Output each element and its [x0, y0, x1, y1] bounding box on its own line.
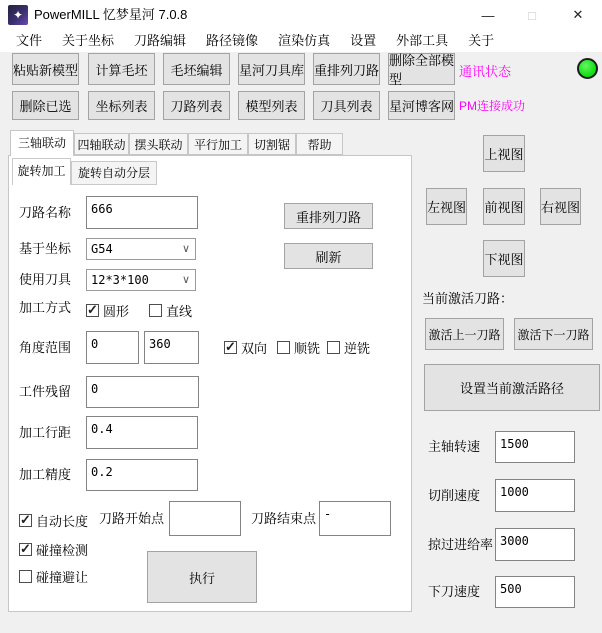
activate-prev-toolpath-button[interactable]: 激活上一刀路 — [425, 318, 504, 350]
checkbox-icon — [19, 514, 32, 527]
tab-rotary-auto-layer[interactable]: 旋转自动分层 — [71, 161, 157, 185]
coord-list-button[interactable]: 坐标列表 — [88, 91, 155, 120]
conventional-mill-checkbox[interactable] — [327, 338, 370, 357]
mode-linear-checkbox[interactable] — [149, 301, 192, 320]
three-axis-panel — [8, 155, 412, 612]
view-top-button[interactable]: 上视图 — [483, 135, 525, 172]
climb-mill-label: 顺铣 — [294, 341, 321, 356]
toolpath-name-input[interactable]: 666 — [86, 196, 198, 229]
bidirectional-label: 双向 — [241, 341, 268, 356]
collision-avoid-checkbox[interactable] — [19, 567, 88, 586]
comm-status-label: 通讯状态 — [459, 64, 512, 79]
cutting-speed-input[interactable]: 1000 — [495, 479, 575, 512]
spindle-speed-label: 主轴转速 — [428, 439, 481, 454]
tool-label: 使用刀具 — [19, 272, 72, 287]
checkbox-icon — [149, 304, 162, 317]
activate-next-toolpath-button[interactable]: 激活下一刀路 — [514, 318, 593, 350]
stock-allowance-input[interactable]: 0 — [86, 376, 199, 408]
close-button[interactable] — [556, 0, 600, 30]
plunge-speed-label: 下刀速度 — [428, 584, 481, 599]
model-list-button[interactable]: 模型列表 — [238, 91, 305, 120]
skim-feed-input[interactable]: 3000 — [495, 528, 575, 561]
tab-rotary-machining[interactable]: 旋转加工 — [12, 158, 71, 185]
view-front-button[interactable]: 前视图 — [483, 188, 525, 225]
window-title: PowerMILL 忆梦星河 7.0.8 — [34, 7, 188, 22]
delete-selected-button[interactable]: 删除已选 — [12, 91, 79, 120]
view-bottom-button[interactable]: 下视图 — [483, 240, 525, 277]
collision-avoid-label: 碰撞避让 — [36, 570, 89, 585]
angle-end-input[interactable]: 360 — [144, 331, 199, 364]
tab-3axis[interactable]: 三轴联动 — [10, 130, 74, 156]
base-coord-label: 基于坐标 — [19, 241, 72, 256]
minimize-button[interactable] — [466, 0, 510, 30]
execute-button[interactable]: 执行 — [147, 551, 257, 603]
pm-connection-status-label: PM连接成功 — [459, 99, 526, 113]
spindle-speed-input[interactable]: 1500 — [495, 431, 575, 463]
tool-select[interactable] — [86, 269, 196, 291]
stepover-label: 加工行距 — [19, 425, 72, 440]
tab-4axis[interactable]: 四轴联动 — [74, 133, 129, 155]
toolpath-list-button[interactable]: 刀路列表 — [163, 91, 230, 120]
base-coord-select[interactable] — [86, 238, 196, 260]
collision-detect-checkbox[interactable] — [19, 540, 88, 559]
conventional-mill-label: 逆铣 — [344, 341, 371, 356]
menu-item-coords[interactable]: 关于坐标 — [62, 33, 115, 48]
calc-stock-button[interactable]: 计算毛坯 — [88, 53, 155, 85]
set-active-path-button[interactable]: 设置当前激活路径 — [424, 364, 600, 411]
stock-allowance-label: 工件残留 — [19, 384, 72, 399]
auto-length-label: 自动长度 — [36, 514, 89, 529]
rearrange-toolpath-button[interactable]: 重排列刀路 — [284, 203, 373, 229]
checkbox-icon — [86, 304, 99, 317]
minimize-icon: — — [481, 7, 495, 23]
tool-value: 12*3*100 — [91, 273, 149, 287]
tolerance-label: 加工精度 — [19, 467, 72, 482]
comm-status-indicator — [577, 58, 598, 79]
toolpath-name-label: 刀路名称 — [19, 205, 72, 220]
app-icon: ✦ — [8, 5, 28, 25]
menu-item-path-mirror[interactable]: 路径镜像 — [206, 33, 259, 48]
tab-tilt-head[interactable]: 摆头联动 — [129, 133, 188, 155]
tolerance-input[interactable]: 0.2 — [86, 459, 198, 491]
checkbox-icon — [327, 341, 340, 354]
checkbox-icon — [277, 341, 290, 354]
tab-saw[interactable]: 切割锯 — [248, 133, 296, 155]
paste-new-model-button[interactable]: 粘贴新模型 — [12, 53, 79, 85]
checkbox-icon — [19, 543, 32, 556]
rearrange-toolpaths-button[interactable]: 重排列刀路 — [313, 53, 380, 85]
title-bar — [0, 0, 602, 30]
mode-circular-label: 圆形 — [103, 304, 130, 319]
start-point-label: 刀路开始点 — [99, 511, 165, 526]
refresh-button[interactable]: 刷新 — [284, 243, 373, 269]
menu-item-external-tools[interactable]: 外部工具 — [396, 33, 449, 48]
menu-item-about[interactable]: 关于 — [468, 33, 495, 48]
base-coord-value: G54 — [91, 242, 113, 256]
menu-bar — [0, 30, 602, 52]
end-point-label: 刀路结束点 — [251, 511, 317, 526]
auto-length-checkbox[interactable] — [19, 511, 88, 530]
menu-item-file[interactable]: 文件 — [16, 33, 43, 48]
chevron-down-icon: ∨ — [181, 274, 190, 286]
tool-list-button[interactable]: 刀具列表 — [313, 91, 380, 120]
start-point-input[interactable] — [169, 501, 241, 536]
maximize-button[interactable] — [510, 0, 554, 30]
tab-help[interactable]: 帮助 — [296, 133, 343, 155]
active-toolpath-label: 当前激活刀路： — [422, 291, 514, 306]
checkbox-icon — [19, 570, 32, 583]
chevron-down-icon: ∨ — [181, 243, 190, 255]
checkbox-icon — [224, 341, 237, 354]
delete-all-models-button[interactable]: 删除全部模型 — [389, 53, 455, 87]
tab-parallel[interactable]: 平行加工 — [188, 133, 248, 155]
angle-range-label: 角度范围 — [19, 340, 72, 355]
menu-item-settings[interactable]: 设置 — [350, 33, 377, 48]
skim-feed-label: 掠过进给率 — [428, 537, 494, 552]
mode-circular-checkbox[interactable] — [86, 301, 129, 320]
mode-linear-label: 直线 — [166, 304, 193, 319]
cutting-speed-label: 切削速度 — [428, 488, 481, 503]
plunge-speed-input[interactable]: 500 — [495, 576, 575, 608]
menu-item-toolpath-edit[interactable]: 刀路编辑 — [134, 33, 187, 48]
close-icon: ✕ — [572, 7, 584, 22]
climb-mill-checkbox[interactable] — [277, 338, 320, 357]
bidirectional-checkbox[interactable] — [224, 338, 267, 357]
view-right-button[interactable]: 右视图 — [540, 188, 581, 225]
end-point-input[interactable]: - — [319, 501, 391, 536]
collision-detect-label: 碰撞检测 — [36, 543, 89, 558]
menu-item-render-sim[interactable]: 渲染仿真 — [278, 33, 331, 48]
view-left-button[interactable]: 左视图 — [426, 188, 467, 225]
blog-site-button[interactable]: 星河博客网 — [388, 91, 455, 120]
maximize-icon: □ — [528, 7, 536, 23]
angle-start-input[interactable]: 0 — [86, 331, 139, 364]
edit-stock-button[interactable]: 毛坯编辑 — [163, 53, 230, 85]
tool-library-button[interactable]: 星河刀具库 — [238, 53, 305, 85]
mode-label: 加工方式 — [19, 300, 72, 315]
stepover-input[interactable]: 0.4 — [86, 416, 198, 449]
